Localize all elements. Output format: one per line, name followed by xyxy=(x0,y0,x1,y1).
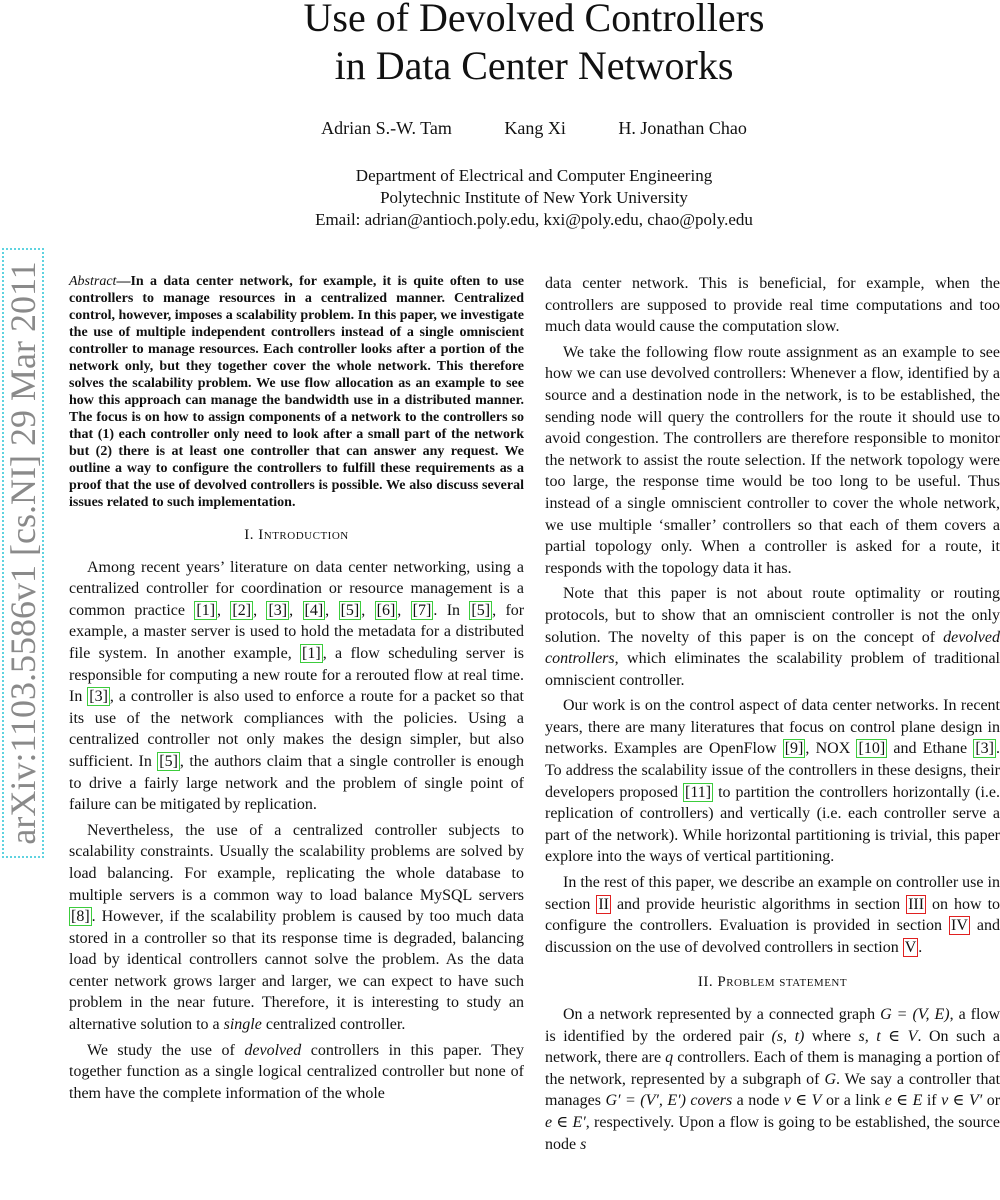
author-name: H. Jonathan Chao xyxy=(618,118,747,138)
citation-link[interactable]: [6] xyxy=(376,601,396,619)
intro-paragraph-7: In the rest of this paper, we describe an example on controller use in section II and provide heuristic algorithms in section III on how to configure the controllers. Evaluation is provided in section IV and discussion on the use of devolved controllers in section V . xyxy=(545,874,1000,956)
section-heading-problem-statement: II. Problem statement xyxy=(697,974,848,991)
citation-link[interactable]: [9] xyxy=(784,740,804,758)
intro-paragraph-2: Nevertheless, the use of a centralized controller subjects to scalability constraints. Usually the scalability problems are solved by load balancing. For example, replicating the whole database to multiple servers is a common way to load balance MySQL servers [8] . However, if the scalability problem is caused by too much data stored in a controller so that its response time is degraded, balancing load by identical controllers cannot solve the problem. As the data center network grows larger and larger, we can expect to have such problem in the near future. Therefore, it is interesting to study an alternative solution to a single centralized controller. xyxy=(69,821,524,1034)
citation-link[interactable]: [7] xyxy=(412,601,432,619)
intro-paragraph-3-continued: data center network. This is beneficial, for example, when the controllers are supposed to provide real time computations and too much data would cause the computation slow. xyxy=(545,275,1000,336)
abstract xyxy=(69,273,524,511)
affiliation-block xyxy=(0,165,1000,231)
title-line-2: in Data Center Networks xyxy=(334,43,734,88)
author-list xyxy=(0,118,1000,139)
abstract-lead: Abstract xyxy=(69,274,117,289)
citation-link[interactable]: [11] xyxy=(685,783,712,801)
arxiv-id-text: arXiv:1103.5586v1 [cs.NI] 29 Mar 2011 xyxy=(3,261,43,845)
citation-link[interactable]: [3] xyxy=(975,740,994,758)
citation-link[interactable]: [5] xyxy=(340,601,360,619)
author-name: Kang Xi xyxy=(504,118,566,138)
email-line: Email: adrian@antioch.poly.edu, kxi@poly.edu, chao@poly.edu xyxy=(315,210,753,229)
citation-link[interactable]: [8] xyxy=(71,908,90,926)
intro-paragraph-1: Among recent years’ literature on data center networking, using a centralized controller for coordination or resource management is a common practice [1] , [2] , [3] , [4] , [5] , [6] , [7] . In [5] , for example, a master server is used to hold the metadata for a distributed file system. In another example, [1] , a flow scheduling server is responsible for computing a new route for a rerouted flow at real time. In [3] , a controller is also used to enforce a route for a packet so that its use of the network compliances with the policies. Using a centralized controller not only makes the design simpler, but also sufficient. In [5] , the authors claim that a single controller is enough to drive a fairly large network and the problem of single point of failure can be mitigated by replication. xyxy=(69,558,525,814)
section-link[interactable]: V xyxy=(904,938,917,956)
right-column xyxy=(545,273,1000,1159)
author-name: Adrian S.-W. Tam xyxy=(321,118,452,138)
paper-title xyxy=(0,0,1000,90)
intro-paragraph-4: We take the following flow route assignment as an example to see how we can use devolved controllers: Whenever a flow, identified by a source and a destination node in the network, is to be established, the sending node will query the controllers for the route it should use to avoid congestion. The controllers are therefore responsible to monitor the network to assist the route selection. If the network topology were too large, the response time would be too long to be useful. Thus instead of a single omniscient controller to cover the whole network, we use multiple ‘smaller’ controllers so that each of them covers a partial topology only. When a controller is asked for a route, it responds with the topology data it has. xyxy=(545,343,1000,577)
section-link[interactable]: III xyxy=(908,895,925,913)
left-column xyxy=(69,273,524,1108)
section-link[interactable]: IV xyxy=(950,917,968,935)
problem-paragraph-1: On a network represented by a connected graph G = (V, E), a flow is identified by the ordered pair (s, t) where s, t ∈ V. On such a network, there are q controllers. Each of them is managing a portion of the network, represented by a subgraph of G. We say a controller that manages G′ = (V′, E′) covers a node v ∈ V or a link e ∈ E if v ∈ V′ or e ∈ E′, respectively. Upon a flow is going to be established, the source node s xyxy=(545,1006,1000,1153)
citation-link[interactable]: [1] xyxy=(196,601,216,619)
citation-link[interactable]: [5] xyxy=(471,601,491,619)
section-link[interactable]: II xyxy=(598,895,609,913)
citation-link[interactable]: [2] xyxy=(232,601,252,619)
intro-paragraph-6: Our work is on the control aspect of data center networks. In recent years, there are many literatures that focus on control plane design in networks. Examples are OpenFlow [9] , NOX [10] and Ethane [3] . To address the scalability issue of the controllers in these designs, their developers proposed [11] to partition the controllers horizontally (i.e. replication of controllers) and vertically (i.e. each controller serve a part of the network). While horizontal partitioning is trivial, this paper explore into the ways of vertical partitioning. xyxy=(545,697,1000,866)
arxiv-id-stamp[interactable] xyxy=(2,248,44,858)
abstract-text: —In a data center network, for example, it is quite often to use controllers to manage resources in a centralized manner. Centralized control, however, imposes a scalability problem. In this paper, we investigate the use of multiple independent controllers instead of a single omniscient controller to manage resources. Each controller looks after a portion of the network only, but they together cover the whole network. This therefore solves the scalability problem. We use flow allocation as an example to see how this approach can manage the bandwidth use in a distributed manner. The focus is on how to assign components of a network to the controllers so that (1) each controller only need to look after a small part of the network but (2) there is at least one controller that can answer any request. We outline a way to configure the controllers to fulfill these requirements as a proof that the use of devolved controllers is possible. We also discuss several issues related to such implementation. xyxy=(69,274,525,510)
title-line-1: Use of Devolved Controllers xyxy=(303,0,765,40)
citation-link[interactable]: [3] xyxy=(268,601,288,619)
institution: Polytechnic Institute of New York University xyxy=(380,188,688,207)
intro-paragraph-5: Note that this paper is not about route optimality or routing protocols, but to show that an omniscient controller is not the only solution. The novelty of this paper is on the concept of devolved controllers, which eliminates the scalability problem of traditional omniscient controller. xyxy=(545,585,1000,689)
intro-paragraph-3: We study the use of devolved controllers in this paper. They together function as a single logical centralized controller but none of them have the complete information of the whole xyxy=(69,1041,525,1102)
citation-link[interactable]: [4] xyxy=(304,601,324,619)
department: Department of Electrical and Computer Engineering xyxy=(355,166,713,185)
citation-link[interactable]: [3] xyxy=(89,688,108,706)
citation-link[interactable]: [1] xyxy=(302,644,321,662)
section-heading-introduction: I. Introduction xyxy=(244,527,349,543)
citation-link[interactable]: [10] xyxy=(858,740,886,758)
citation-link[interactable]: [5] xyxy=(159,752,178,770)
